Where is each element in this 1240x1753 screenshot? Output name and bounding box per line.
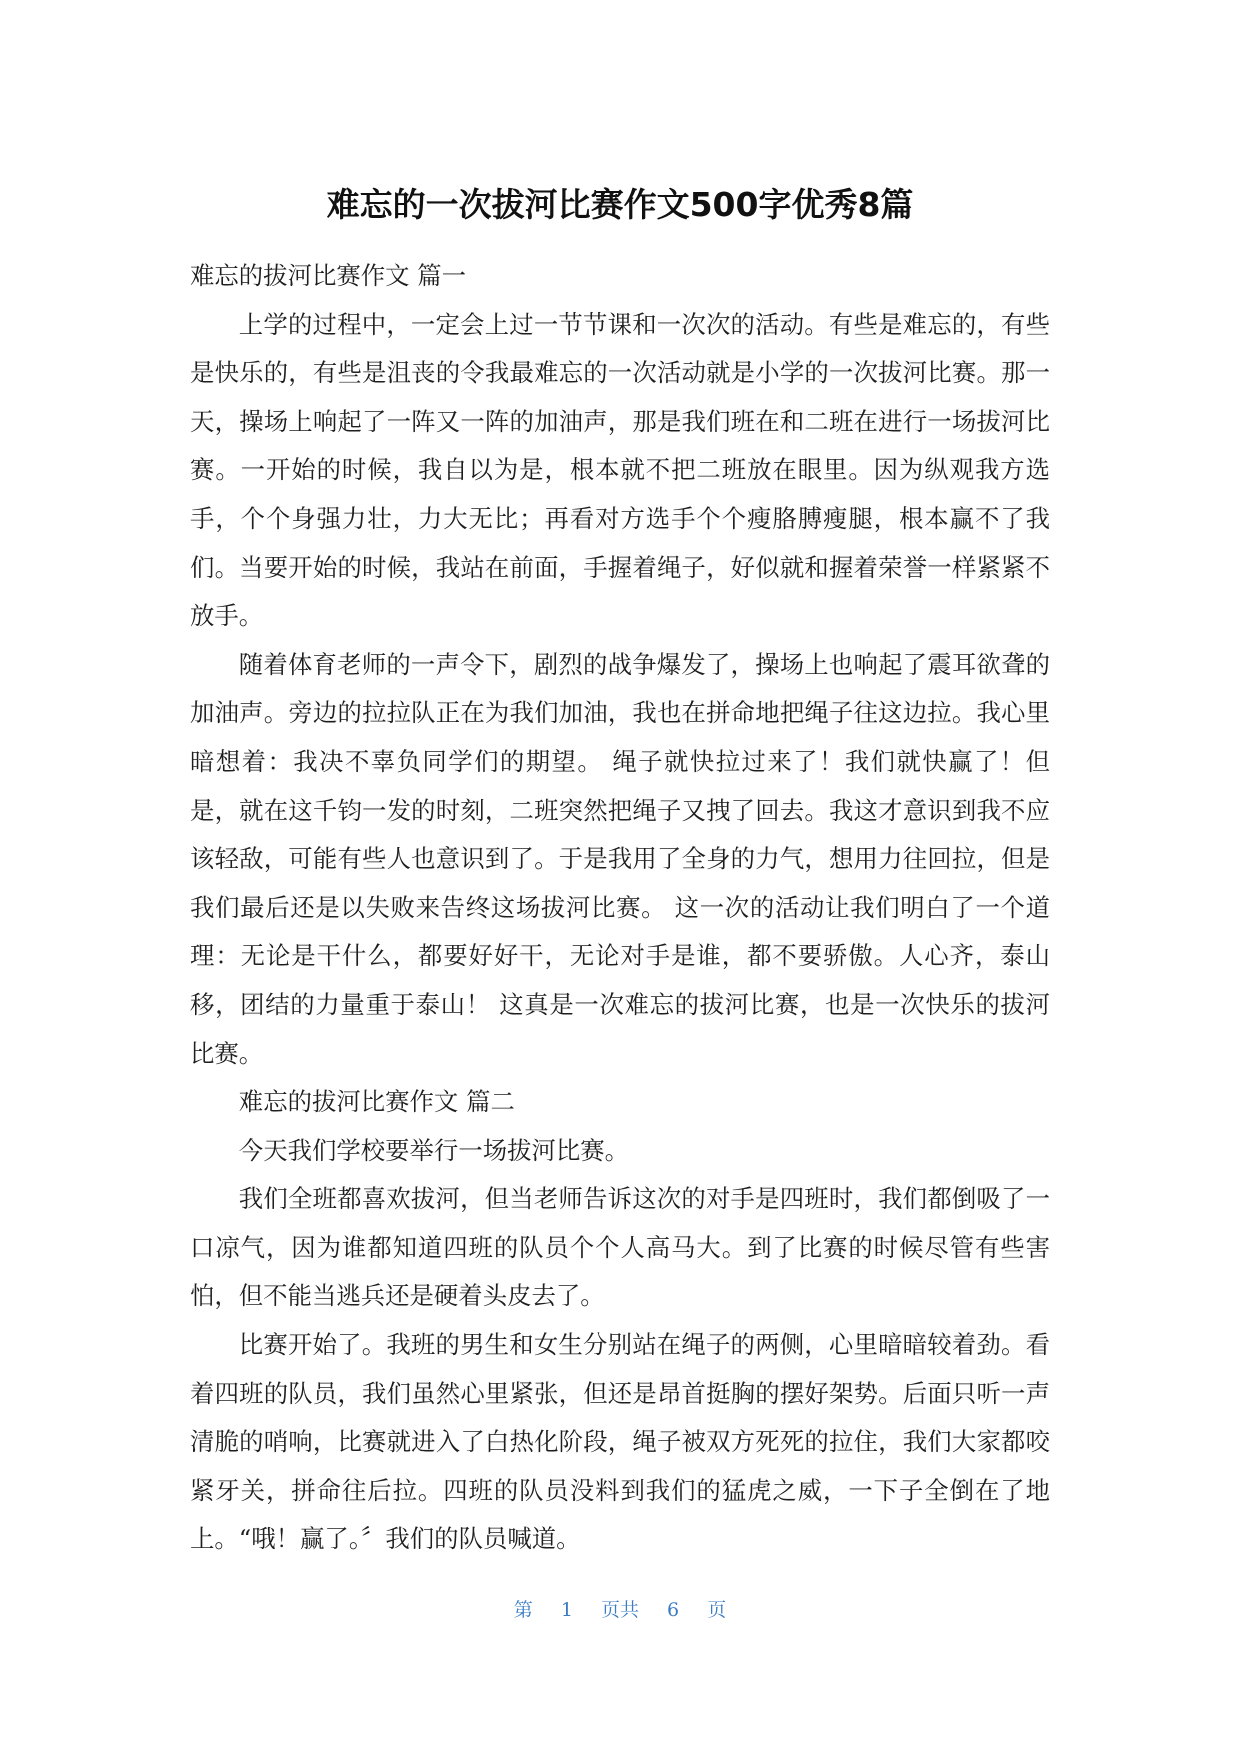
paragraph: 上学的过程中，一定会上过一节节课和一次次的活动。有些是难忘的，有些是快乐的，有些是沮丧的令我最难忘的一次活动就是小学的一次拔河比赛。那一天，操场上响起了一阵又一阵的加油声，那是我们班在和二班在进行一场拔河比赛。一开始的时候，我自以为是，根本就不把二班放在眼里。因为纵观我方选手，个个身强力壮，力大无比；再看对方选手个个瘦胳膊瘦腿，根本赢不了我们。当要开始的时候，我站在前面，手握着绳子，好似就和握着荣誉一样紧紧不放手。: [190, 309, 1050, 631]
section-heading-2: 难忘的拔河比赛作文 篇二: [238, 1087, 515, 1117]
paragraph: 今天我们学校要举行一场拔河比赛。: [238, 1135, 630, 1165]
page-middle: 页共: [600, 1599, 639, 1621]
document-title: 难忘的一次拔河比赛作文500字优秀8篇: [326, 185, 914, 224]
paragraph: 随着体育老师的一声令下，剧烈的战争爆发了，操场上也响起了震耳欲聋的加油声。旁边的拉拉队正在为我们加油，我也在拼命地把绳子往这边拉。我心里暗想着：我决不辜负同学们的期望。 绳子就快拉过来了！我们就快赢了！但是，就在这千钧一发的时刻，二班突然把绳子又拽了回去。我这才意识到我不应该轻敌，可能有些人也意识到了。于是我用了全身的力气，想用力往回拉，但是我们最后还是以失败来告终这场拔河比赛。 这一次的活动让我们明白了一个道理：无论是干什么，都要好好干，无论对手是谁，都不要骄傲。人心齐，泰山移，团结的力量重于泰山！ 这真是一次难忘的拔河比赛，也是一次快乐的拔河比赛。: [190, 649, 1050, 1068]
document-body: [190, 252, 1050, 1564]
section-heading-1: 难忘的拔河比赛作文 篇一: [190, 261, 467, 290]
total-page-number: 6: [667, 1599, 680, 1621]
paragraph: 比赛开始了。我班的男生和女生分别站在绳子的两侧，心里暗暗较着劲。看着四班的队员，我们虽然心里紧张，但还是昂首挺胸的摆好架势。后面只听一声清脆的哨响，比赛就进入了白热化阶段，绳子被双方死死的拉住，我们大家都咬紧牙关，拼命往后拉。四班的队员没料到我们的猛虎之威，一下子全倒在了地上。“哦！赢了。〞我们的队员喊道。: [190, 1330, 1050, 1554]
page-suffix: 页: [707, 1599, 727, 1621]
page-footer: [0, 1596, 1240, 1624]
current-page-number: 1: [560, 1599, 573, 1621]
page-prefix: 第: [513, 1599, 533, 1621]
paragraph: 我们全班都喜欢拔河，但当老师告诉这次的对手是四班时，我们都倒吸了一口凉气，因为谁都知道四班的队员个个人高马大。到了比赛的时候尽管有些害怕，但不能当逃兵还是硬着头皮去了。: [190, 1184, 1050, 1311]
